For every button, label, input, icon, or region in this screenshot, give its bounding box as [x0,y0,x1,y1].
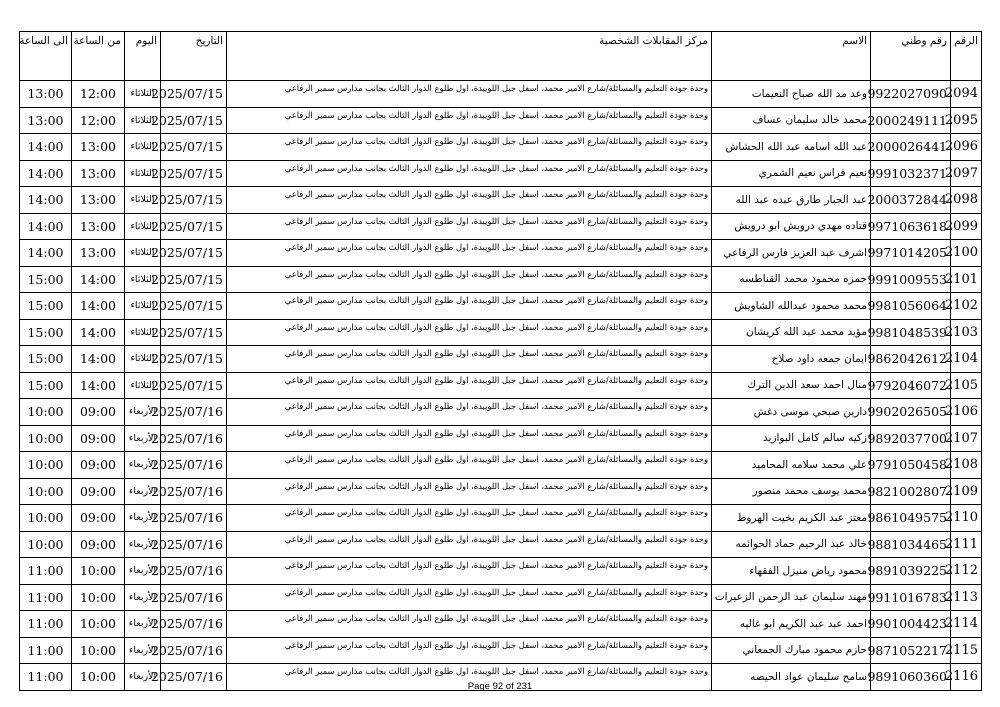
national-id-cell: 9991032371 [871,160,951,187]
applicant-name-cell: منال احمد سعد الدين الترك [712,372,871,399]
row-number-cell: 2103 [951,319,982,346]
to-time-cell: 15:00 [20,319,72,346]
national-id-cell: 9792046072 [871,372,951,399]
interview-day-cell: الثلاثاء [125,107,161,134]
interview-center-cell: وحدة جودة التعليم والمسائلة/شارع الامير محمد، اسفل جبل اللويبدة، اول طلوع الدوار الثالث بجانب مدارس سمير الرفاعي [227,213,712,240]
to-time-cell: 14:00 [20,134,72,161]
national-id-cell: 9911016783 [871,584,951,611]
interview-day-cell: الأربعاء [125,399,161,426]
row-number-cell: 2114 [951,611,982,638]
interview-center-cell: وحدة جودة التعليم والمسائلة/شارع الامير محمد، اسفل جبل اللويبدة، اول طلوع الدوار الثالث بجانب مدارس سمير الرفاعي [227,531,712,558]
national-id-cell: 9892037700 [871,425,951,452]
from-time-cell: 14:00 [72,319,125,346]
table-row [20,637,982,664]
applicant-name-cell: زكيه سالم كامل البوازيد [712,425,871,452]
table-row [20,160,982,187]
to-time-cell: 11:00 [20,664,72,691]
interview-center-cell: وحدة جودة التعليم والمسائلة/شارع الامير محمد، اسفل جبل اللويبدة، اول طلوع الدوار الثالث بجانب مدارس سمير الرفاعي [227,81,712,108]
interview-day-cell: الأربعاء [125,505,161,532]
interview-center-cell: وحدة جودة التعليم والمسائلة/شارع الامير محمد، اسفل جبل اللويبدة، اول طلوع الدوار الثالث بجانب مدارس سمير الرفاعي [227,160,712,187]
national-id-cell: 9971063618 [871,213,951,240]
interview-date-cell: 2025/07/16 [161,558,227,585]
interview-day-cell: الثلاثاء [125,213,161,240]
to-time-cell: 14:00 [20,213,72,240]
interview-date-cell: 2025/07/15 [161,213,227,240]
table-row [20,399,982,426]
applicant-name-cell: احمد عبد عبد الكريم ابو غاليه [712,611,871,638]
interview-day-cell: الأربعاء [125,531,161,558]
row-number-cell: 2101 [951,266,982,293]
row-number-cell: 2109 [951,478,982,505]
from-time-cell: 09:00 [72,505,125,532]
interview-date-cell: 2025/07/15 [161,372,227,399]
table-row [20,266,982,293]
interview-date-cell: 2025/07/15 [161,319,227,346]
interview-day-cell: الأربعاء [125,425,161,452]
interview-date-cell: 2025/07/15 [161,187,227,214]
table-row [20,505,982,532]
interview-date-cell: 2025/07/15 [161,107,227,134]
header-national-id: رقم وطني [871,32,951,81]
interview-day-cell: الثلاثاء [125,346,161,373]
national-id-cell: 9922027090 [871,81,951,108]
interview-center-cell: وحدة جودة التعليم والمسائلة/شارع الامير محمد، اسفل جبل اللويبدة، اول طلوع الدوار الثالث بجانب مدارس سمير الرفاعي [227,505,712,532]
table-row [20,134,982,161]
table-row [20,452,982,479]
from-time-cell: 14:00 [72,346,125,373]
interview-date-cell: 2025/07/15 [161,81,227,108]
applicant-name-cell: معتز عبد الكريم بخيت الهروط [712,505,871,532]
interview-day-cell: الأربعاء [125,478,161,505]
national-id-cell: 9791050458 [871,452,951,479]
interview-center-cell: وحدة جودة التعليم والمسائلة/شارع الامير محمد، اسفل جبل اللويبدة، اول طلوع الدوار الثالث بجانب مدارس سمير الرفاعي [227,478,712,505]
row-number-cell: 2105 [951,372,982,399]
table-row [20,558,982,585]
from-time-cell: 10:00 [72,584,125,611]
to-time-cell: 11:00 [20,611,72,638]
row-number-cell: 2104 [951,346,982,373]
to-time-cell: 10:00 [20,452,72,479]
applicant-name-cell: ايمان جمعه داود صلاح [712,346,871,373]
row-number-cell: 2113 [951,584,982,611]
interview-date-cell: 2025/07/16 [161,637,227,664]
from-time-cell: 13:00 [72,160,125,187]
interview-center-cell: وحدة جودة التعليم والمسائلة/شارع الامير محمد، اسفل جبل اللويبدة، اول طلوع الدوار الثالث بجانب مدارس سمير الرفاعي [227,187,712,214]
national-id-cell: 9891039225 [871,558,951,585]
from-time-cell: 09:00 [72,425,125,452]
applicant-name-cell: دارين صبحي موسى دغش [712,399,871,426]
interview-center-cell: وحدة جودة التعليم والمسائلة/شارع الامير محمد، اسفل جبل اللويبدة، اول طلوع الدوار الثالث بجانب مدارس سمير الرفاعي [227,637,712,664]
table-row [20,611,982,638]
to-time-cell: 10:00 [20,425,72,452]
interview-schedule-table [19,31,982,691]
row-number-cell: 2110 [951,505,982,532]
to-time-cell: 10:00 [20,505,72,532]
interview-day-cell: الأربعاء [125,664,161,691]
row-number-cell: 2095 [951,107,982,134]
interview-date-cell: 2025/07/16 [161,425,227,452]
national-id-cell: 9971014205 [871,240,951,267]
to-time-cell: 13:00 [20,81,72,108]
interview-date-cell: 2025/07/16 [161,505,227,532]
row-number-cell: 2098 [951,187,982,214]
applicant-name-cell: علي محمد سلامه المحاميد [712,452,871,479]
applicant-name-cell: حمزه محمود محمد القناطسه [712,266,871,293]
to-time-cell: 10:00 [20,531,72,558]
interview-center-cell: وحدة جودة التعليم والمسائلة/شارع الامير محمد، اسفل جبل اللويبدة، اول طلوع الدوار الثالث بجانب مدارس سمير الرفاعي [227,664,712,691]
from-time-cell: 09:00 [72,478,125,505]
to-time-cell: 13:00 [20,107,72,134]
interview-date-cell: 2025/07/16 [161,611,227,638]
national-id-cell: 2000249111 [871,107,951,134]
interview-center-cell: وحدة جودة التعليم والمسائلة/شارع الامير محمد، اسفل جبل اللويبدة، اول طلوع الدوار الثالث بجانب مدارس سمير الرفاعي [227,134,712,161]
interview-center-cell: وحدة جودة التعليم والمسائلة/شارع الامير محمد، اسفل جبل اللويبدة، اول طلوع الدوار الثالث بجانب مدارس سمير الرفاعي [227,266,712,293]
national-id-cell: 9861049575 [871,505,951,532]
from-time-cell: 09:00 [72,531,125,558]
row-number-cell: 2111 [951,531,982,558]
interview-date-cell: 2025/07/15 [161,346,227,373]
interview-date-cell: 2025/07/15 [161,134,227,161]
interview-center-cell: وحدة جودة التعليم والمسائلة/شارع الامير محمد، اسفل جبل اللويبدة، اول طلوع الدوار الثالث بجانب مدارس سمير الرفاعي [227,558,712,585]
table-row [20,372,982,399]
applicant-name-cell: عبد الله اسامه عبد الله الحشاش [712,134,871,161]
header-to-time: الى الساعة [20,32,72,81]
applicant-name-cell: وعد مد الله صباح النعيمات [712,81,871,108]
interview-day-cell: الثلاثاء [125,266,161,293]
national-id-cell: 9881034465 [871,531,951,558]
header-from-time: من الساعة [72,32,125,81]
row-number-cell: 2096 [951,134,982,161]
interview-center-cell: وحدة جودة التعليم والمسائلة/شارع الامير محمد، اسفل جبل اللويبدة، اول طلوع الدوار الثالث بجانب مدارس سمير الرفاعي [227,372,712,399]
interview-date-cell: 2025/07/16 [161,452,227,479]
table-row [20,425,982,452]
interview-date-cell: 2025/07/16 [161,531,227,558]
interview-day-cell: الثلاثاء [125,240,161,267]
applicant-name-cell: خالد عبد الرحيم حماد الحوائمه [712,531,871,558]
from-time-cell: 13:00 [72,134,125,161]
national-id-cell: 2000372844 [871,187,951,214]
from-time-cell: 12:00 [72,81,125,108]
interview-day-cell: الثلاثاء [125,187,161,214]
interview-date-cell: 2025/07/16 [161,478,227,505]
interview-day-cell: الثلاثاء [125,134,161,161]
from-time-cell: 10:00 [72,664,125,691]
national-id-cell: 9902026505 [871,399,951,426]
to-time-cell: 11:00 [20,637,72,664]
interview-center-cell: وحدة جودة التعليم والمسائلة/شارع الامير محمد، اسفل جبل اللويبدة، اول طلوع الدوار الثالث بجانب مدارس سمير الرفاعي [227,611,712,638]
row-number-cell: 2116 [951,664,982,691]
table-row [20,240,982,267]
to-time-cell: 11:00 [20,584,72,611]
table-row [20,584,982,611]
header-date: التاريخ [161,32,227,81]
applicant-name-cell: حازم محمود مبارك الجمعاني [712,637,871,664]
from-time-cell: 10:00 [72,637,125,664]
table-header-row [20,32,982,81]
from-time-cell: 09:00 [72,399,125,426]
row-number-cell: 2094 [951,81,982,108]
to-time-cell: 10:00 [20,478,72,505]
interview-center-cell: وحدة جودة التعليم والمسائلة/شارع الامير محمد، اسفل جبل اللويبدة، اول طلوع الدوار الثالث بجانب مدارس سمير الرفاعي [227,452,712,479]
applicant-name-cell: مؤيد محمد عبد الله كريشان [712,319,871,346]
applicant-name-cell: عبد الجبار طارق عبده عبد الله [712,187,871,214]
table-row [20,319,982,346]
header-center: مركز المقابلات الشخصية [227,32,712,81]
applicant-name-cell: اشرف عبد العزيز فارس الرفاعي [712,240,871,267]
from-time-cell: 13:00 [72,213,125,240]
to-time-cell: 15:00 [20,346,72,373]
interview-center-cell: وحدة جودة التعليم والمسائلة/شارع الامير محمد، اسفل جبل اللويبدة، اول طلوع الدوار الثالث بجانب مدارس سمير الرفاعي [227,107,712,134]
interview-date-cell: 2025/07/15 [161,160,227,187]
applicant-name-cell: محمد يوسف محمد منصور [712,478,871,505]
row-number-cell: 2099 [951,213,982,240]
applicant-name-cell: سامح سليمان عواد الحيصه [712,664,871,691]
applicant-name-cell: نعيم فراس نعيم الشمري [712,160,871,187]
interview-center-cell: وحدة جودة التعليم والمسائلة/شارع الامير محمد، اسفل جبل اللويبدة، اول طلوع الدوار الثالث بجانب مدارس سمير الرفاعي [227,425,712,452]
from-time-cell: 13:00 [72,240,125,267]
national-id-cell: 9871052217 [871,637,951,664]
to-time-cell: 11:00 [20,558,72,585]
national-id-cell: 9862042612 [871,346,951,373]
table-row [20,293,982,320]
national-id-cell: 2000026441 [871,134,951,161]
header-day: اليوم [125,32,161,81]
interview-date-cell: 2025/07/15 [161,240,227,267]
national-id-cell: 9821002807 [871,478,951,505]
interview-date-cell: 2025/07/16 [161,399,227,426]
from-time-cell: 13:00 [72,187,125,214]
header-name: الاسم [712,32,871,81]
row-number-cell: 2107 [951,425,982,452]
interview-date-cell: 2025/07/15 [161,293,227,320]
from-time-cell: 09:00 [72,452,125,479]
page-number: Page 92 of 231 [467,681,533,692]
applicant-name-cell: قتاده مهدي درويش ابو درويش [712,213,871,240]
interview-day-cell: الأربعاء [125,637,161,664]
applicant-name-cell: محمود رياض منيزل الفقهاء [712,558,871,585]
to-time-cell: 14:00 [20,187,72,214]
row-number-cell: 2112 [951,558,982,585]
applicant-name-cell: مهند سليمان عبد الرحمن الزعيرات [712,584,871,611]
interview-day-cell: الثلاثاء [125,293,161,320]
table-row [20,81,982,108]
applicant-name-cell: محمد خالد سليمان عساف [712,107,871,134]
row-number-cell: 2102 [951,293,982,320]
interview-day-cell: الثلاثاء [125,81,161,108]
to-time-cell: 14:00 [20,160,72,187]
interview-day-cell: الأربعاء [125,452,161,479]
table-row [20,187,982,214]
to-time-cell: 15:00 [20,293,72,320]
interview-day-cell: الثلاثاء [125,372,161,399]
national-id-cell: 9891060360 [871,664,951,691]
interview-center-cell: وحدة جودة التعليم والمسائلة/شارع الامير محمد، اسفل جبل اللويبدة، اول طلوع الدوار الثالث بجانب مدارس سمير الرفاعي [227,293,712,320]
from-time-cell: 12:00 [72,107,125,134]
schedule-sheet [19,31,981,691]
table-row [20,478,982,505]
table-row [20,531,982,558]
interview-day-cell: الثلاثاء [125,160,161,187]
header-num: الرقم [951,32,982,81]
national-id-cell: 9981056064 [871,293,951,320]
table-row [20,213,982,240]
national-id-cell: 9981048539 [871,319,951,346]
interview-day-cell: الأربعاء [125,611,161,638]
from-time-cell: 14:00 [72,266,125,293]
row-number-cell: 2108 [951,452,982,479]
interview-center-cell: وحدة جودة التعليم والمسائلة/شارع الامير محمد، اسفل جبل اللويبدة، اول طلوع الدوار الثالث بجانب مدارس سمير الرفاعي [227,319,712,346]
applicant-name-cell: محمد محمود عبدالله الشاويش [712,293,871,320]
from-time-cell: 10:00 [72,611,125,638]
from-time-cell: 10:00 [72,558,125,585]
from-time-cell: 14:00 [72,372,125,399]
to-time-cell: 10:00 [20,399,72,426]
interview-day-cell: الأربعاء [125,584,161,611]
row-number-cell: 2097 [951,160,982,187]
to-time-cell: 14:00 [20,240,72,267]
interview-center-cell: وحدة جودة التعليم والمسائلة/شارع الامير محمد، اسفل جبل اللويبدة، اول طلوع الدوار الثالث بجانب مدارس سمير الرفاعي [227,346,712,373]
to-time-cell: 15:00 [20,266,72,293]
national-id-cell: 9901004423 [871,611,951,638]
national-id-cell: 9991009553 [871,266,951,293]
row-number-cell: 2115 [951,637,982,664]
table-body [20,81,982,691]
table-row [20,107,982,134]
row-number-cell: 2106 [951,399,982,426]
interview-day-cell: الثلاثاء [125,319,161,346]
interview-date-cell: 2025/07/16 [161,664,227,691]
interview-center-cell: وحدة جودة التعليم والمسائلة/شارع الامير محمد، اسفل جبل اللويبدة، اول طلوع الدوار الثالث بجانب مدارس سمير الرفاعي [227,399,712,426]
from-time-cell: 14:00 [72,293,125,320]
interview-date-cell: 2025/07/16 [161,584,227,611]
row-number-cell: 2100 [951,240,982,267]
interview-center-cell: وحدة جودة التعليم والمسائلة/شارع الامير محمد، اسفل جبل اللويبدة، اول طلوع الدوار الثالث بجانب مدارس سمير الرفاعي [227,584,712,611]
interview-center-cell: وحدة جودة التعليم والمسائلة/شارع الامير محمد، اسفل جبل اللويبدة، اول طلوع الدوار الثالث بجانب مدارس سمير الرفاعي [227,240,712,267]
interview-day-cell: الأربعاء [125,558,161,585]
table-row [20,346,982,373]
to-time-cell: 15:00 [20,372,72,399]
interview-date-cell: 2025/07/15 [161,266,227,293]
